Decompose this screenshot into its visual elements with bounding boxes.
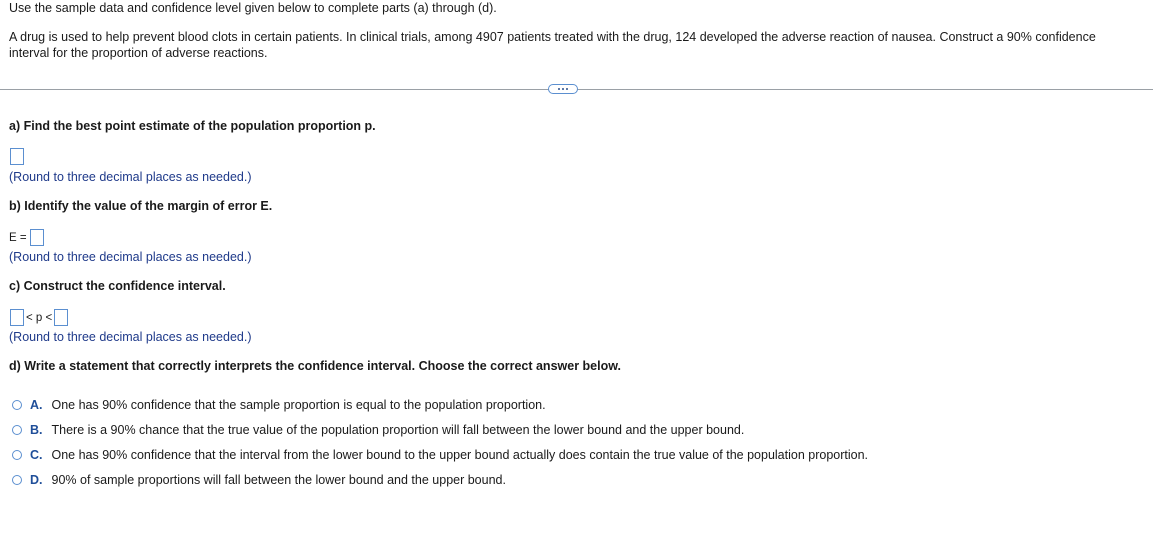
option-letter: B. xyxy=(30,423,43,437)
part-b-question: b) Identify the value of the margin of error E. xyxy=(9,199,273,213)
option-text: One has 90% confidence that the interval from the lower bound to the upper bound actually does contain the true value of the population proportion. xyxy=(51,448,869,462)
problem-text-line2: interval for the proportion of adverse reactions. xyxy=(9,46,268,60)
radio-button[interactable] xyxy=(12,475,22,485)
instructions-text: Use the sample data and confidence level given below to complete parts (a) through (d). xyxy=(9,1,497,15)
margin-of-error-row xyxy=(9,229,44,246)
lower-bound-input[interactable] xyxy=(10,309,24,326)
option-letter: D. xyxy=(30,473,43,487)
dot-icon xyxy=(558,88,560,90)
answer-option-a[interactable] xyxy=(12,398,546,412)
option-letter: A. xyxy=(30,398,43,412)
part-c-hint: (Round to three decimal places as needed.) xyxy=(9,330,252,344)
upper-bound-input[interactable] xyxy=(54,309,68,326)
margin-of-error-input[interactable] xyxy=(30,229,44,246)
interval-middle-label: < p < xyxy=(26,311,53,324)
option-text: There is a 90% chance that the true value of the population proportion will fall between the lower bound and the upper bound. xyxy=(51,423,745,437)
part-a-question-text: a) Find the best point estimate of the population proportion p. xyxy=(9,119,376,133)
option-letter: C. xyxy=(30,448,43,462)
point-estimate-input[interactable] xyxy=(10,148,24,165)
margin-of-error-label: E = xyxy=(9,231,27,244)
dot-icon xyxy=(562,88,564,90)
radio-button[interactable] xyxy=(12,400,22,410)
radio-button[interactable] xyxy=(12,425,22,435)
part-a-question xyxy=(9,119,376,133)
answer-option-c[interactable] xyxy=(12,448,868,462)
option-text: One has 90% confidence that the sample proportion is equal to the population proportion. xyxy=(51,398,546,412)
part-a-hint: (Round to three decimal places as needed.) xyxy=(9,170,252,184)
confidence-interval-row xyxy=(10,309,68,326)
answer-option-b[interactable] xyxy=(12,423,744,437)
part-c-question: c) Construct the confidence interval. xyxy=(9,279,226,293)
part-b-hint: (Round to three decimal places as needed.) xyxy=(9,250,252,264)
expand-more-button[interactable] xyxy=(548,84,578,94)
part-d-question: d) Write a statement that correctly interprets the confidence interval. Choose the correct answer below. xyxy=(9,359,621,373)
point-estimate-input-wrap xyxy=(10,148,24,165)
radio-button[interactable] xyxy=(12,450,22,460)
option-text: 90% of sample proportions will fall between the lower bound and the upper bound. xyxy=(51,473,506,487)
answer-option-d[interactable] xyxy=(12,473,506,487)
problem-text-line1: A drug is used to help prevent blood clots in certain patients. In clinical trials, among 4907 patients treated with the drug, 124 developed the adverse reaction of nausea. Construct a 90% confidence xyxy=(9,30,1096,44)
dot-icon xyxy=(566,88,568,90)
